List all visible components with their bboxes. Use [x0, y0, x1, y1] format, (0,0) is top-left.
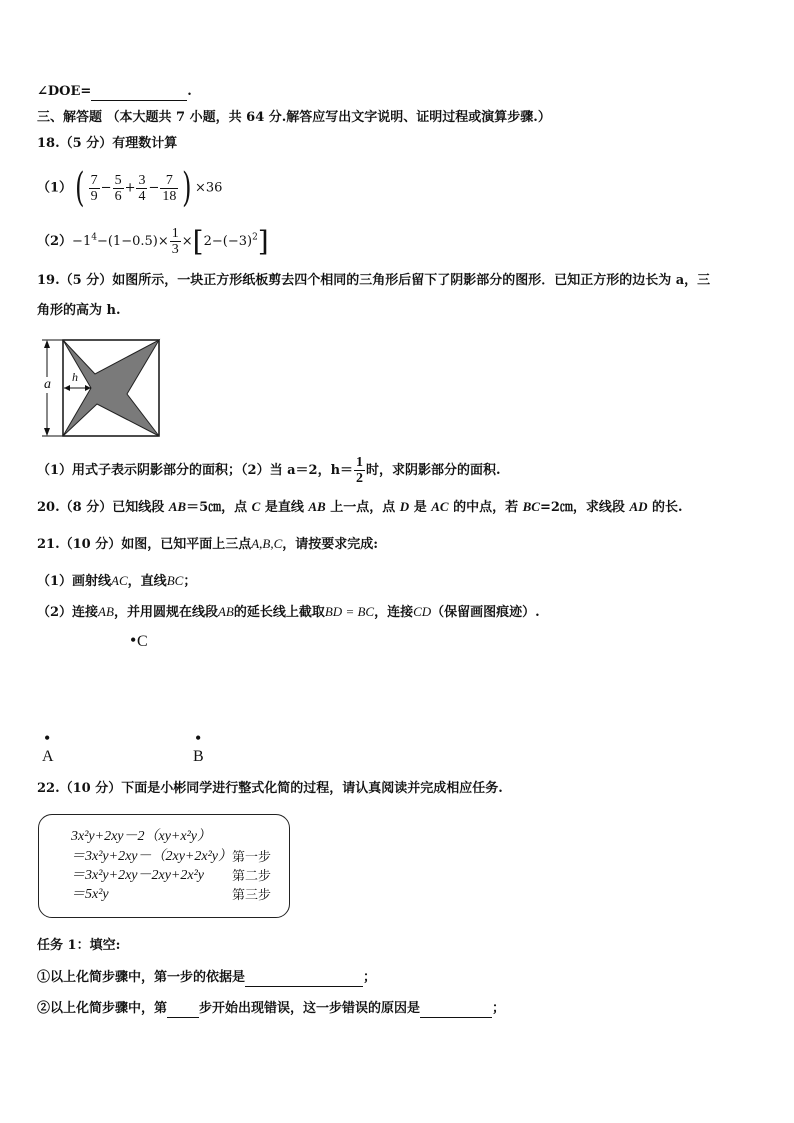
- answer-blank[interactable]: [91, 100, 187, 101]
- segment-label: AC: [431, 499, 449, 514]
- text: 步开始出现错误，这一步错误的原因是: [199, 1001, 421, 1016]
- point-c-dot: •: [130, 630, 137, 650]
- expr-d: 2−(−3): [203, 234, 253, 249]
- top-blank-end: .: [187, 84, 192, 99]
- q18-heading: 18.（5 分）有理数计算: [37, 136, 178, 151]
- text: 20.（8 分）已知线段: [37, 500, 169, 515]
- denominator: 4: [138, 188, 146, 204]
- left-paren: (: [75, 165, 85, 211]
- text: ；: [183, 574, 197, 589]
- right-bracket: ]: [257, 224, 269, 258]
- expr-b: −(1−0.5)×: [96, 234, 169, 249]
- line-label: BC: [166, 573, 184, 588]
- q19-question: [37, 455, 501, 489]
- fraction: [170, 226, 181, 257]
- text: ，请按要求完成:: [282, 537, 379, 552]
- q20: [37, 498, 683, 517]
- step-label: 第一步: [232, 850, 272, 865]
- right-paren: ): [182, 165, 192, 211]
- section-3-heading: 三、解答题 （本大题共 7 小题，共 64 分.解答应写出文字说明、证明过程或演算步骤.）: [37, 110, 551, 125]
- point-c-label: C: [137, 633, 148, 650]
- point-label: C: [251, 499, 261, 514]
- q18-part2-label: （2）: [37, 234, 73, 249]
- operator: −: [148, 180, 160, 196]
- operator: +: [124, 180, 136, 196]
- segment-label: AD: [629, 499, 648, 514]
- q18-part1: [37, 165, 223, 212]
- denominator: 9: [90, 188, 98, 204]
- fraction: [354, 455, 365, 486]
- segment-label: CD: [413, 604, 432, 619]
- segment-label: AB: [98, 604, 114, 619]
- task1-item1: [37, 969, 376, 987]
- text: ＝5㎝，点: [186, 500, 252, 515]
- q19-line1: 19.（5 分）如图所示，一块正方形纸板剪去四个相同的三角形后留下了阴影部分的图形．已知正方形的边长为 a，三: [37, 273, 711, 288]
- text: 上一点，点: [325, 500, 400, 515]
- text: 21.（10 分）如图，已知平面上三点: [37, 537, 252, 552]
- denominator: 3: [171, 242, 179, 257]
- fraction: [113, 173, 124, 204]
- numerator: 7: [160, 173, 178, 189]
- text: ②以上化简步骤中，第: [37, 1001, 168, 1016]
- q18-part1-tail: ×36: [194, 180, 223, 196]
- ray-label: AC: [111, 573, 128, 588]
- fraction: [136, 173, 147, 204]
- answer-blank[interactable]: [245, 986, 363, 987]
- numerator: 7: [90, 172, 98, 188]
- q21-part1: [37, 572, 196, 591]
- segment-label: AB: [168, 499, 187, 514]
- point-a-label: A: [42, 748, 54, 765]
- answer-blank[interactable]: [167, 1017, 199, 1018]
- text: ，连接: [374, 605, 414, 620]
- numerator: 1: [171, 226, 179, 241]
- segment-label: AB: [308, 499, 326, 514]
- q19-line2: 角形的高为 h.: [37, 303, 121, 318]
- exponent: 2: [252, 232, 258, 243]
- exponent: 4: [91, 232, 97, 243]
- text: ①以上化简步骤中，第一步的依据是: [37, 970, 246, 985]
- text: ；: [492, 1001, 506, 1016]
- expr-row: 3x²y+2xy－2（xy+x²y）: [71, 829, 211, 844]
- expr-c: ×: [181, 234, 193, 249]
- equation: BD = BC: [324, 604, 375, 619]
- expr-a: −1: [72, 234, 92, 249]
- numerator: 5: [114, 172, 122, 188]
- fraction: [160, 173, 178, 204]
- text: （2）连接: [37, 605, 99, 620]
- step-label: 第三步: [232, 888, 272, 903]
- points-label: A,B,C: [251, 536, 283, 551]
- q18-part1-label: （1）: [37, 180, 73, 196]
- q21-heading: [37, 535, 378, 554]
- top-blank-label: ∠DOE=: [37, 84, 92, 99]
- text: =2㎝，求线段: [539, 500, 630, 515]
- denominator: 6: [114, 188, 122, 204]
- point-b-dot: •: [195, 728, 202, 748]
- denominator: 18: [162, 188, 177, 204]
- step-label: 第二步: [232, 869, 272, 884]
- answer-blank[interactable]: [420, 1017, 492, 1018]
- q18-part2: [37, 226, 269, 266]
- expr-row: ＝3x²y+2xy－2xy+2x²y: [71, 868, 204, 883]
- text: （1）画射线: [37, 574, 112, 589]
- q19-question-pre: （1）用式子表示阴影部分的面积；（2）当 a＝2，h＝: [37, 463, 354, 478]
- simplification-box: [38, 814, 290, 918]
- text: ，直线: [127, 574, 167, 589]
- fraction: [89, 173, 100, 204]
- label-a: a: [44, 377, 51, 392]
- text: 是直线: [260, 500, 309, 515]
- q22-heading: 22.（10 分）下面是小彬同学进行整式化简的过程，请认真阅读并完成相应任务.: [37, 781, 503, 796]
- point-a-dot: •: [44, 728, 51, 748]
- operator: −: [100, 180, 112, 196]
- text: 的长.: [647, 500, 683, 515]
- segment-label: AB: [217, 604, 234, 619]
- expr-row: ＝3x²y+2xy－（2xy+2x²y）: [71, 849, 232, 864]
- numerator: 3: [138, 172, 146, 188]
- point-label: D: [399, 499, 410, 514]
- top-blank-line: [37, 83, 192, 101]
- text: ；: [363, 970, 377, 985]
- q21-part2: [37, 603, 540, 622]
- text: （保留画图痕迹）.: [431, 605, 540, 620]
- segment-label: BC: [522, 499, 540, 514]
- point-b-label: B: [193, 748, 204, 765]
- denominator: 2: [356, 471, 364, 486]
- expr-row: ＝5x²y: [71, 887, 109, 902]
- task1-item2: [37, 1000, 505, 1018]
- label-h: h: [72, 370, 78, 384]
- text: 是: [409, 500, 432, 515]
- text: ，并用圆规在线段: [113, 605, 218, 620]
- square-star-figure: [38, 338, 164, 440]
- q19-question-post: 时，求阴影部分的面积.: [366, 463, 501, 478]
- left-bracket: [: [192, 224, 204, 258]
- text: 的延长线上截取: [233, 605, 325, 620]
- task1-heading: 任务 1：填空:: [37, 938, 121, 953]
- text: 的中点，若: [448, 500, 523, 515]
- numerator: 1: [356, 455, 364, 470]
